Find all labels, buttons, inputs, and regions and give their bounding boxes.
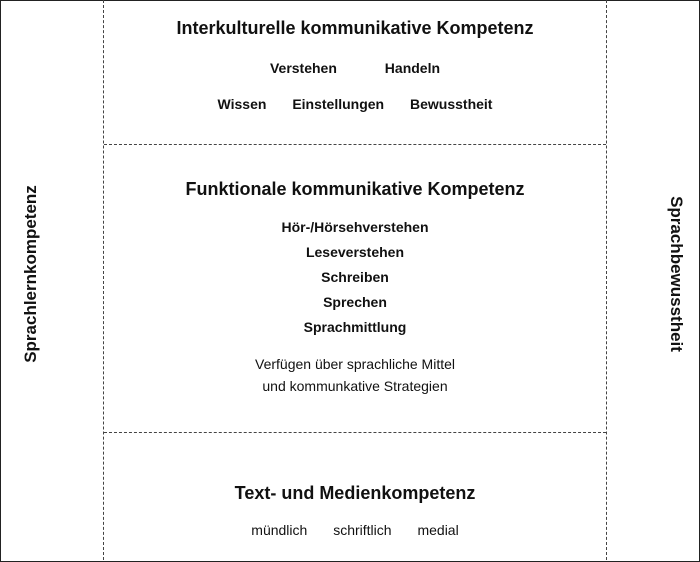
means-line2: und kommunkative Strategien <box>262 378 448 394</box>
means-line1: Verfügen über sprachliche Mittel <box>255 356 455 372</box>
skill-item: Schreiben <box>321 269 389 285</box>
media-title: Text- und Medienkompetenz <box>234 483 476 503</box>
skill-item: Sprachmittlung <box>303 319 407 335</box>
item-wissen: Wissen <box>217 96 267 112</box>
media-item-schriftlich: schriftlich <box>333 522 392 538</box>
skills-list <box>104 215 606 340</box>
intercultural-row2 <box>104 96 606 112</box>
media-section <box>104 483 606 504</box>
item-bewusstheit: Bewusstheit <box>410 96 493 112</box>
item-einstellungen: Einstellungen <box>292 96 385 112</box>
intercultural-title: Interkulturelle kommunikative Kompetenz <box>176 18 534 38</box>
right-divider <box>606 0 607 560</box>
side-label-left: Sprachlernkompetenz <box>21 185 40 363</box>
functional-title: Funktionale kommunikative Kompetenz <box>185 179 525 199</box>
skill-item: Leseverstehen <box>305 244 405 260</box>
lower-divider <box>104 432 606 433</box>
upper-divider <box>104 144 606 145</box>
intercultural-row1 <box>104 60 606 76</box>
skill-item: Hör-/Hörsehverstehen <box>281 219 429 235</box>
skill-item: Sprechen <box>323 294 387 310</box>
item-handeln: Handeln <box>384 60 441 76</box>
media-item-muendlich: mündlich <box>251 522 308 538</box>
functional-section <box>104 179 606 200</box>
media-item-medial: medial <box>417 522 459 538</box>
item-verstehen: Verstehen <box>269 60 337 76</box>
means-text <box>104 353 606 397</box>
side-label-right: Sprachbewusstheit <box>667 196 686 352</box>
intercultural-section <box>104 18 606 39</box>
media-items <box>104 522 606 538</box>
